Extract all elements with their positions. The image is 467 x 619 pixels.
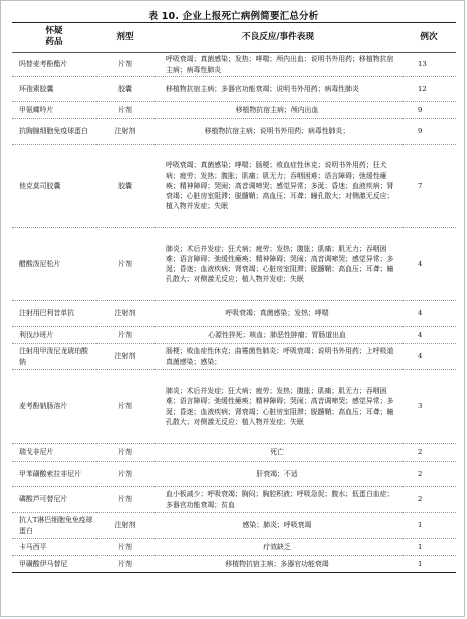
- drug-name: 瑞戈非尼片: [12, 444, 96, 462]
- event-description: 移植物抗宿主病；颅内出血: [154, 102, 402, 119]
- case-count: 1: [418, 559, 423, 568]
- event-description: 移植物抗宿主病；多器官功能衰竭: [225, 559, 329, 568]
- dosage-form: 片剂: [96, 228, 154, 301]
- drug-name: 吗替麦考酚酯片: [12, 53, 96, 77]
- case-count: 2: [402, 444, 456, 462]
- dosage-form: 片剂: [118, 559, 132, 568]
- event-description: 血小板减少；呼吸衰竭；胸闷；胸腔积液；呼吸急促；腹水；低蛋白血症；多器官功能衰竭；贫血: [154, 487, 402, 513]
- table-row: [12, 444, 456, 462]
- dosage-form: 片剂: [96, 370, 154, 444]
- case-count: 2: [402, 487, 456, 513]
- adverse-events-table: [12, 22, 456, 573]
- event-description: 呼吸衰竭；真菌感染；哮喘；肠梗；败血症性休克；说明书外用药；狂犬病；疲劳；发热；腹胀；肌痛；肌无力；吞咽困难；语言障碍；弛缓性瘫痪；精神障碍；哭闹；高音调啼哭；感觉异常；多涎；昏迷；血液疾病；肾衰竭；心脏房室阻滞；脱髓鞘；高血压；耳聋；瞳孔散大；对侧激无反应；植入物并发症；失眠: [154, 145, 402, 228]
- event-description: 疗效缺乏: [154, 539, 402, 556]
- dosage-form: 片剂: [96, 102, 154, 119]
- table-row: [12, 119, 456, 145]
- dosage-form: 片剂: [96, 444, 154, 462]
- event-description: 心源性猝死；咳血；肺恶性肿瘤；胃肠道出血: [154, 327, 402, 344]
- table-row: [12, 77, 456, 102]
- drug-name: 环孢素胶囊: [12, 77, 96, 102]
- case-count: 4: [402, 228, 456, 301]
- event-description: 肺炎；术后并发症；狂犬病；疲劳；发热；腹胀；肌痛；肌无力；吞咽困难；语言障碍；弛缓性瘫痪；精神障碍；哭闹；高音调啼哭；感觉异常；多涎；昏迷；血液疾病；肾衰竭；心脏房室阻滞；脱髓鞘；高血压；耳聋；瞳孔散大；对侧激无反应；植入物并发症；失眠: [154, 370, 402, 444]
- drug-name: 注射用甲泼尼龙琥珀酸钠: [12, 344, 96, 370]
- table-row: [12, 301, 456, 327]
- case-count: 13: [402, 53, 456, 77]
- header-events: 不良反应/事件表现: [154, 23, 402, 53]
- case-count: 4: [402, 344, 456, 370]
- drug-name: 甲苯磺酸索拉非尼片: [12, 462, 96, 487]
- drug-name: 抗人T淋巴细胞兔免疫球蛋白: [12, 513, 96, 539]
- table-row: [12, 53, 456, 77]
- event-description: 死亡: [154, 444, 402, 462]
- event-description: 感染；肺炎；呼吸衰竭: [154, 513, 402, 539]
- dosage-form: 胶囊: [96, 77, 154, 102]
- header-row: [12, 23, 456, 53]
- event-description: 肠梗；败血症性休克；曲霉菌性肺炎；呼吸衰竭；说明书外用药；上呼吸道真菌感染；感染；: [154, 344, 402, 370]
- header-drug: 怀疑 药品: [12, 23, 96, 53]
- table-row: [12, 228, 456, 301]
- event-description: 呼吸衰竭；真菌感染；发热；哮喘；颅内出血；说明书外用药；移植物抗宿主病；病毒性肺炎: [154, 53, 402, 77]
- table-title: 表 10. 企业上报死亡病例简要汇总分析: [148, 11, 319, 22]
- drug-name: 麦考酚钠肠溶片: [12, 370, 96, 444]
- dosage-form: 注射剂: [96, 119, 154, 145]
- table-row: [12, 102, 456, 119]
- drug-name: 注射用巴利昔单抗: [12, 301, 96, 327]
- case-count: 1: [402, 513, 456, 539]
- header-form: 剂型: [96, 23, 154, 53]
- event-description: 肝衰竭；不适: [154, 462, 402, 487]
- case-count: 2: [402, 462, 456, 487]
- event-description: 移植物抗宿主病；说明书外用药；病毒性肺炎；: [154, 119, 402, 145]
- drug-name: 甲氨蝶呤片: [12, 102, 96, 119]
- case-count: 4: [402, 327, 456, 344]
- case-count: 9: [402, 102, 456, 119]
- table-row: [12, 556, 456, 573]
- dosage-form: 注射剂: [96, 344, 154, 370]
- dosage-form: 注射剂: [96, 301, 154, 327]
- drug-name: 他克莫司胶囊: [12, 145, 96, 228]
- event-description: 移植物抗宿主病；多器官功能衰竭；说明书外用药；病毒性肺炎: [154, 77, 402, 102]
- event-description: 肺炎；术后并发症；狂犬病；疲劳；发热；腹胀；肌痛；肌无力；吞咽困难；语言障碍；弛缓性瘫痪；精神障碍；哭闹；高音调啼哭；感觉异常；多涎；昏迷；血液疾病；肾衰竭；心脏房室阻滞；脱髓鞘；高血压；耳聋；瞳孔散大；对侧激无反应；植入物并发症；失眠: [154, 228, 402, 301]
- table-row: [12, 539, 456, 556]
- dosage-form: 胶囊: [96, 145, 154, 228]
- case-count: 3: [402, 370, 456, 444]
- drug-name: 卡马西平: [12, 539, 96, 556]
- dosage-form: 片剂: [96, 53, 154, 77]
- dosage-form: 注射剂: [96, 513, 154, 539]
- case-count: 7: [402, 145, 456, 228]
- case-count: 12: [402, 77, 456, 102]
- dosage-form: 片剂: [96, 539, 154, 556]
- drug-name: 醋酸泼尼松片: [12, 228, 96, 301]
- table-row: [12, 370, 456, 444]
- drug-name: 抗胸腺细胞免疫球蛋白: [12, 119, 96, 145]
- dosage-form: 片剂: [96, 487, 154, 513]
- table-row: [12, 462, 456, 487]
- header-count: 例次: [402, 23, 456, 53]
- drug-name: 甲磺酸伊马替尼: [19, 559, 68, 568]
- event-description: 呼吸衰竭；真菌感染；发热；哮喘: [154, 301, 402, 327]
- table-row: [12, 145, 456, 228]
- dosage-form: 片剂: [96, 327, 154, 344]
- dosage-form: 片剂: [96, 462, 154, 487]
- drug-name: 利伐沙班片: [12, 327, 96, 344]
- case-count: 1: [402, 539, 456, 556]
- table-row: [12, 513, 456, 539]
- table-row: [12, 327, 456, 344]
- drug-name: 磷酸芦可替尼片: [12, 487, 96, 513]
- table-row: [12, 487, 456, 513]
- case-count: 4: [402, 301, 456, 327]
- case-count: 9: [402, 119, 456, 145]
- table-row: [12, 344, 456, 370]
